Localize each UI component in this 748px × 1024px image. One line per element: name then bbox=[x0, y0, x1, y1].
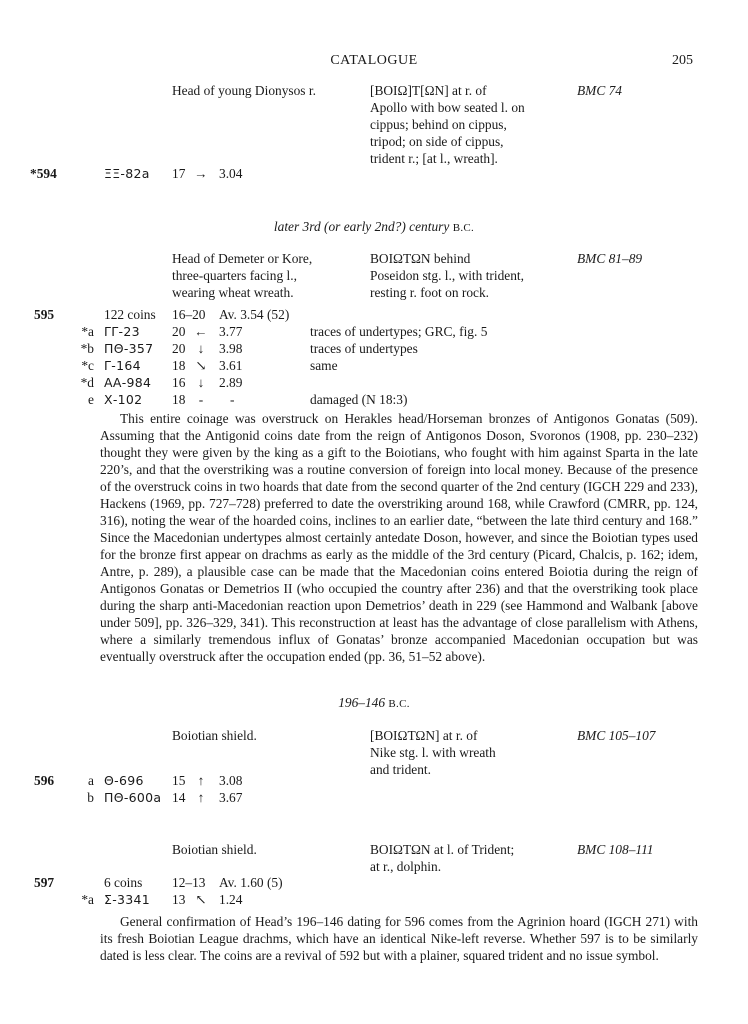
catalogue-number: 595 bbox=[34, 307, 55, 322]
specimen-letter: e bbox=[88, 392, 94, 407]
die-axis-icon: ← bbox=[194, 324, 208, 339]
die-axis-icon: ↓ bbox=[197, 341, 205, 356]
specimen-size: 14 bbox=[172, 790, 186, 805]
specimen-size: 18 bbox=[172, 392, 186, 407]
die-axis-icon: → bbox=[194, 166, 208, 181]
specimen-size: 18 bbox=[172, 358, 186, 373]
catalogue-number: 596 bbox=[34, 773, 55, 788]
period-heading: 196–146 B.C. bbox=[338, 695, 410, 710]
specimen-code: ΓΓ-23 bbox=[104, 324, 140, 339]
specimen-size: 13 bbox=[172, 892, 186, 907]
specimen-size: 20 bbox=[172, 324, 186, 339]
die-axis-icon: ↖ bbox=[195, 892, 207, 907]
specimen-letter: *a bbox=[81, 324, 94, 339]
running-header: CATALOGUE bbox=[330, 53, 418, 68]
specimen-size: 20 bbox=[172, 341, 186, 356]
commentary-paragraph: General confirmation of Head’s 196–146 dating for 596 comes from the Agrinion hoard (IGCH 271) with its fresh Boiotian League drachms, which have an identical Nike-left reverse. Whether 597 is to be similarly dated is less clear. The coins are a revival of 592 but with a plainer, squared trident and no issue symbol. bbox=[100, 914, 698, 963]
specimen-code: Χ-102 bbox=[104, 392, 143, 407]
specimen-remark: traces of undertypes; GRC, fig. 5 bbox=[310, 324, 488, 339]
reverse-description: ΒΟΙΩΤΩΝ at l. of Trident; at r., dolphin. bbox=[370, 842, 515, 874]
specimen-code: Θ-696 bbox=[104, 773, 144, 788]
catalogue-number: 597 bbox=[34, 875, 55, 890]
specimen-weight: 3.04 bbox=[219, 166, 243, 181]
specimen-letter: *a bbox=[81, 892, 94, 907]
die-axis-icon: ↑ bbox=[197, 773, 205, 788]
obverse-description: Head of Demeter or Kore, three-quarters facing l., wearing wheat wreath. bbox=[172, 251, 313, 300]
obverse-description: Boiotian shield. bbox=[172, 842, 257, 857]
bmc-reference: BMC 105–107 bbox=[577, 728, 656, 743]
specimen-code: ΑΑ-984 bbox=[104, 375, 152, 390]
specimen-size: 16 bbox=[172, 375, 186, 390]
specimen-letter: b bbox=[87, 790, 94, 805]
bmc-reference: BMC 81–89 bbox=[577, 251, 643, 266]
specimen-weight: 3.61 bbox=[219, 358, 243, 373]
die-axis-icon: ↓ bbox=[197, 375, 205, 390]
specimen-remark: traces of undertypes bbox=[310, 341, 418, 356]
die-axis-icon: ↘ bbox=[195, 358, 207, 373]
die-axis-icon: - bbox=[198, 392, 204, 407]
specimen-remark: same bbox=[310, 358, 338, 373]
specimen-weight: 3.67 bbox=[219, 790, 243, 805]
specimen-code: Γ-164 bbox=[104, 358, 141, 373]
specimen-weight: 1.24 bbox=[219, 892, 243, 907]
commentary-paragraph: This entire coinage was overstruck on Herakles head/Horseman bronzes of Antigonos Gonatas (509). Assuming that the Antigonid coins date from the reign of Antigonos Doson, Svoronos (1908, pp. 230–232) thought they were given by the king as a gift to the Boiotians, who fought with him against Sparta in the late 220’s, and that the overstriking was a routine conversion of foreign into local money. Because of the presence of the overstruck coins in two hoards that date from the second quarter of the 2nd century (IGCH 229 and 233), Hackens (1969, pp. 727–728) preferred to date the overstriking around 168, while Crawford (CMRR, pp. 124, 316), noting the wear of the hoarded coins, inclines to an earlier date, “between the late third century and 168.” Since the Macedonian undertypes almost certainly antedate Doson, however, and since the Boiotian types used for the bronze first appear on drachms as early as the middle of the 3rd century (Picard, Chalcis, p. 162; idem, Antre, p. 289), a plausible case can be made that the Macedonian coins entered Boiotia during the reign of Antigonos Gonatas or Demetrios II (who occupied the country after 236) and that the overstriking took place during the sharp anti-Macedonian reaction upon Demetrios’ death in 229 (see Hammond and Walbank [above under 509], pp. 326–329, 341). This reconstruction at least has the advantage of close parallelism with Athens, where a similarly tremendous influx of Gonatas’ bronze accompanied Macedonian occupation but was eventually overstruck after the occupation ended (pp. 36, 51–52 above). bbox=[100, 411, 698, 664]
specimen-count: 122 coins bbox=[104, 307, 156, 322]
specimen-size: 17 bbox=[172, 166, 186, 181]
specimen-weight: 3.77 bbox=[219, 324, 243, 339]
specimen-letter: *d bbox=[80, 375, 94, 390]
size-range: 12–13 bbox=[172, 875, 206, 890]
specimen-weight: 3.98 bbox=[219, 341, 243, 356]
specimen-code: ΞΞ-82a bbox=[104, 166, 150, 181]
average-weight: Av. 1.60 (5) bbox=[219, 875, 283, 890]
page-number: 205 bbox=[672, 53, 693, 68]
specimen-letter: *c bbox=[81, 358, 94, 373]
bmc-reference: BMC 74 bbox=[577, 83, 623, 98]
specimen-size: 15 bbox=[172, 773, 186, 788]
specimen-weight: - bbox=[230, 392, 235, 407]
specimen-letter: *b bbox=[80, 341, 94, 356]
reverse-description: ΒΟΙΩΤΩΝ behind Poseidon stg. l., with trident, resting r. foot on rock. bbox=[370, 251, 524, 300]
specimen-remark: damaged (N 18:3) bbox=[310, 392, 408, 407]
reverse-description: [ΒΟΙΩ]Τ[ΩΝ] at r. of Apollo with bow seated l. on cippus; behind on cippus, tripod; on side of cippus, trident r.; [at l., wreath]. bbox=[370, 83, 525, 166]
specimen-weight: 2.89 bbox=[219, 375, 243, 390]
bmc-reference: BMC 108–111 bbox=[577, 842, 654, 857]
die-axis-icon: ↑ bbox=[197, 790, 205, 805]
specimen-code: ΠΘ-357 bbox=[104, 341, 154, 356]
obverse-description: Head of young Dionysos r. bbox=[172, 83, 316, 98]
specimen-code: Σ-3341 bbox=[104, 892, 151, 907]
average-weight: Av. 3.54 (52) bbox=[219, 307, 290, 322]
period-heading: later 3rd (or early 2nd?) century B.C. bbox=[273, 219, 475, 234]
specimen-weight: 3.08 bbox=[219, 773, 243, 788]
specimen-code: ΠΘ-600a bbox=[104, 790, 162, 805]
obverse-description: Boiotian shield. bbox=[172, 728, 257, 743]
catalogue-number: *594 bbox=[30, 166, 57, 181]
size-range: 16–20 bbox=[172, 307, 206, 322]
reverse-description: [ΒΟΙΩΤΩΝ] at r. of Nike stg. l. with wreath and trident. bbox=[370, 728, 496, 777]
specimen-count: 6 coins bbox=[104, 875, 143, 890]
specimen-letter: a bbox=[88, 773, 94, 788]
